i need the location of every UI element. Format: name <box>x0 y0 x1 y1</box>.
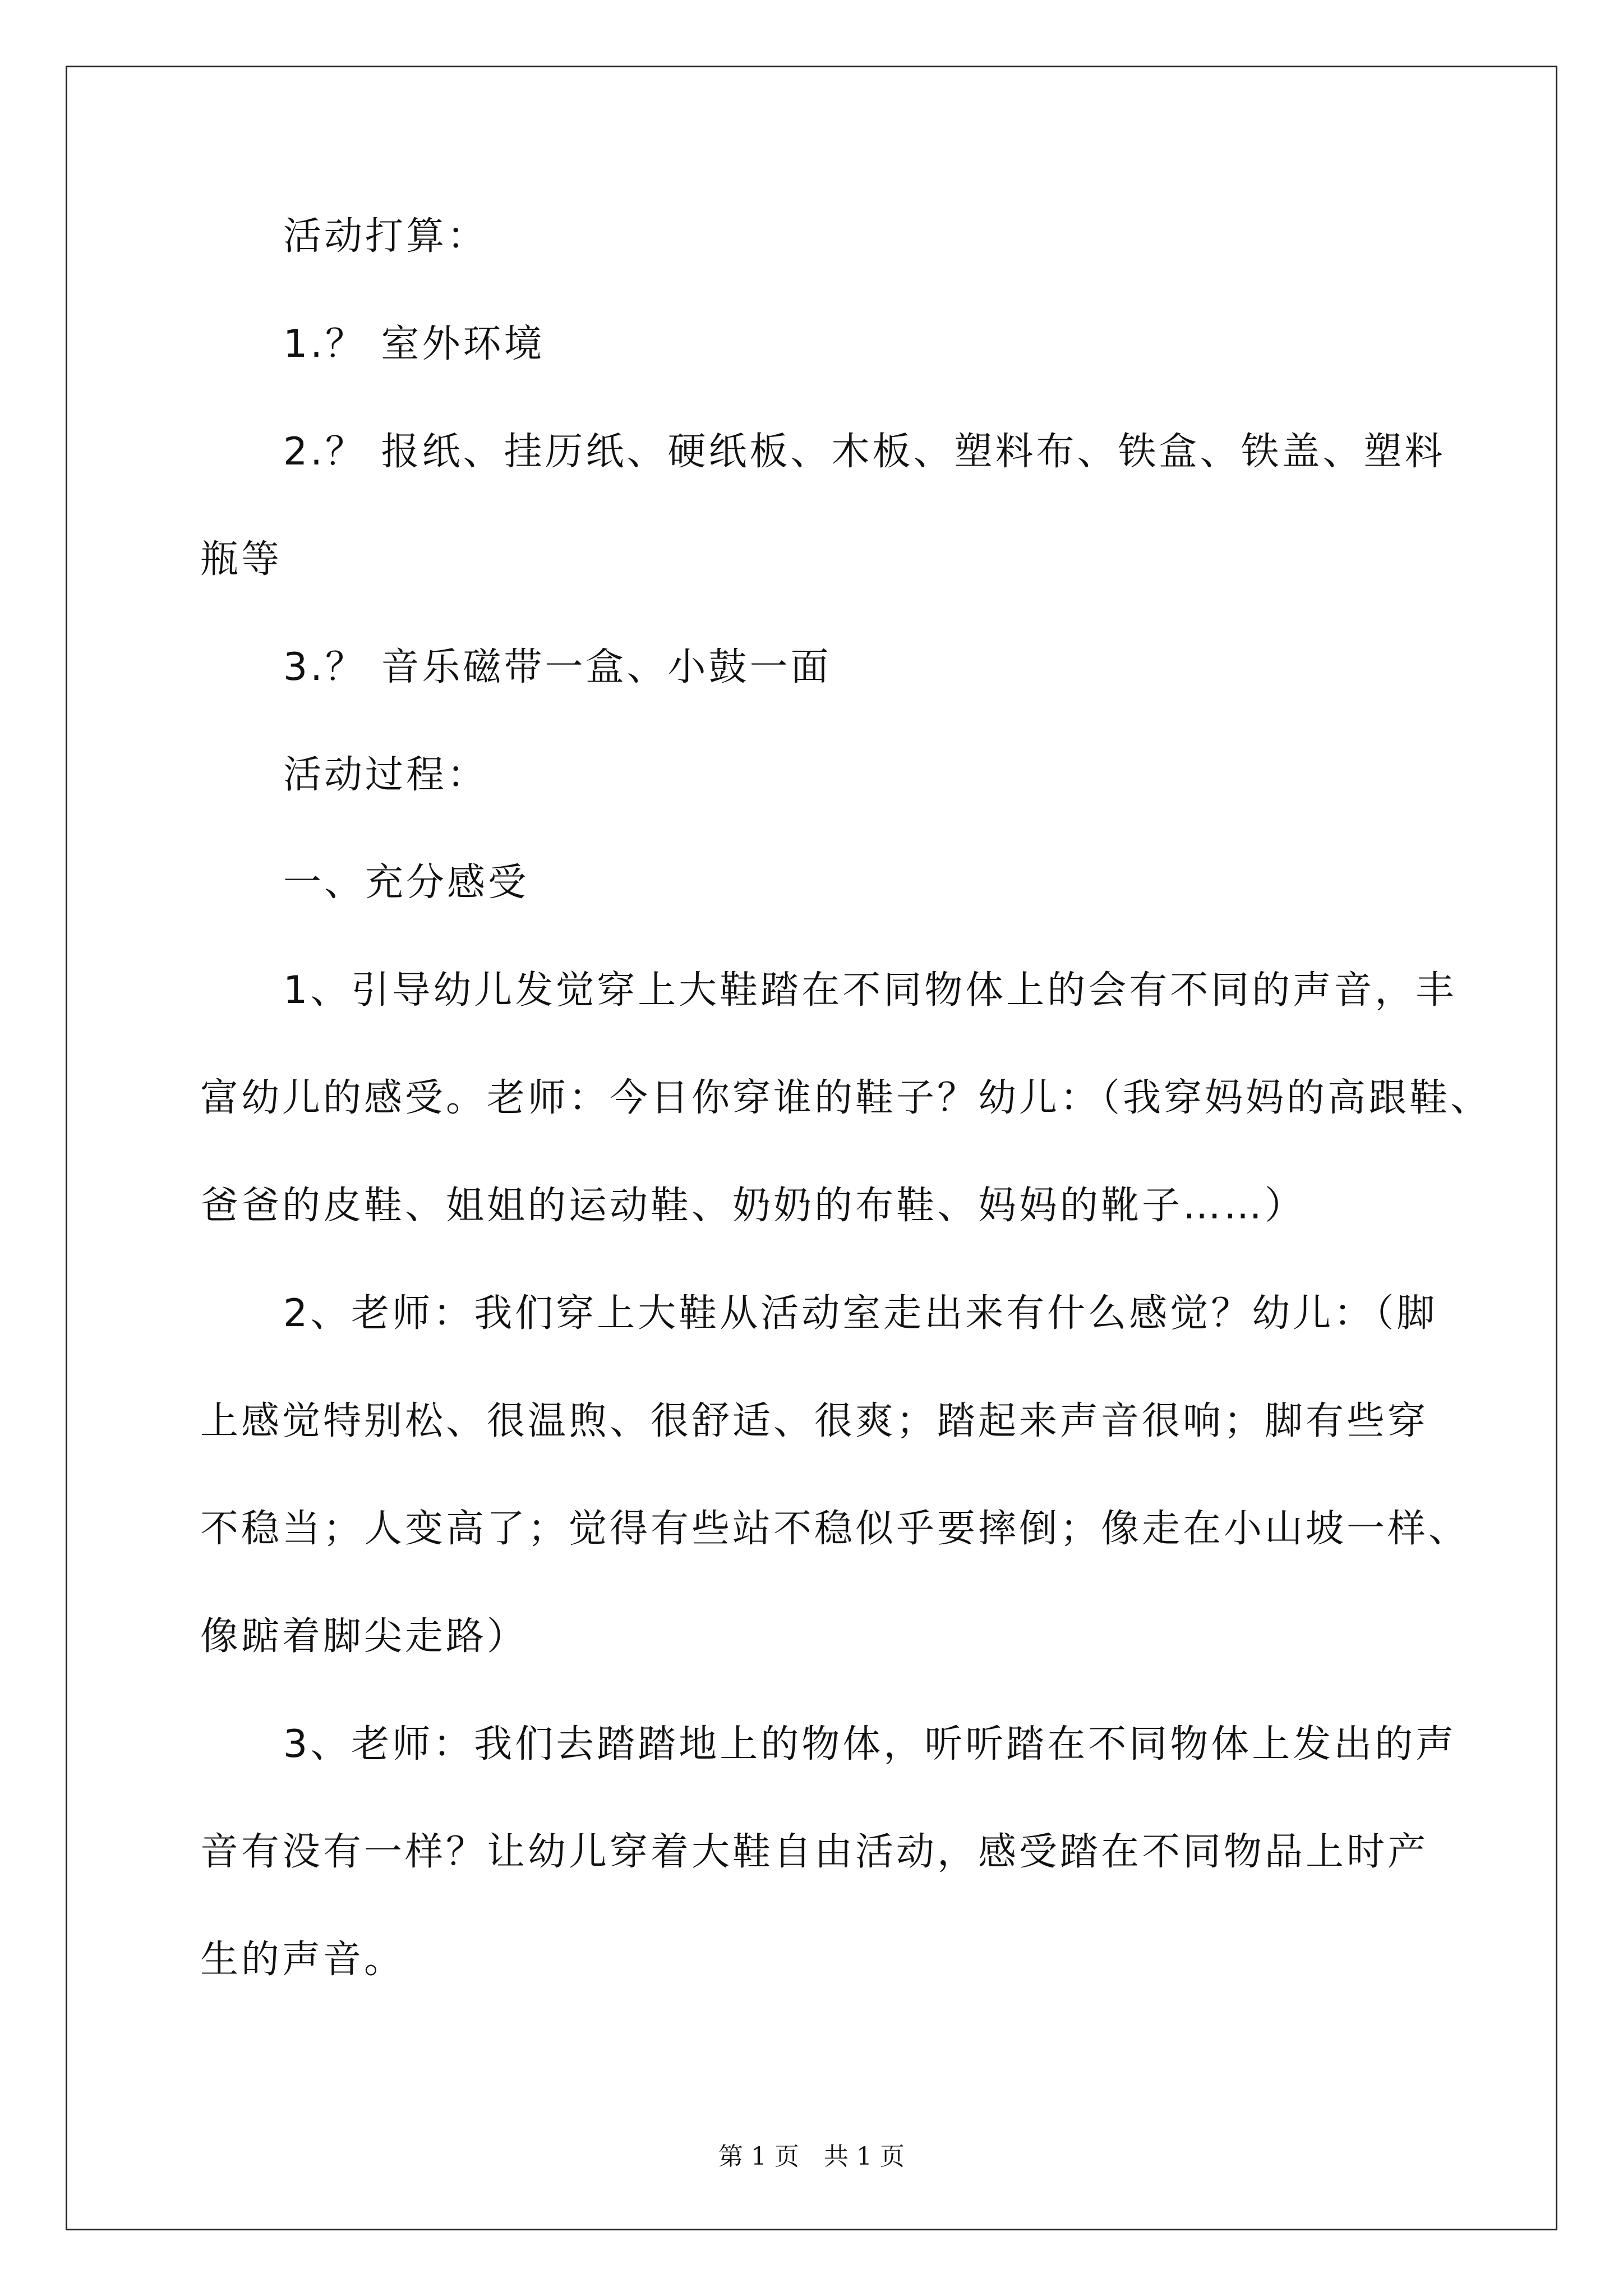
step-1-line-1: 1、引导幼儿发觉穿上大鞋踏在不同物体上的会有不同的声音，丰 <box>283 968 1457 1013</box>
process-heading: 活动过程： <box>283 753 488 797</box>
prep-item-3: 3.？ 音乐磁带一盒、小鼓一面 <box>283 645 832 689</box>
step-2-line-2: 上感觉特别松、很温煦、很舒适、很爽；踏起来声音很响；脚有些穿 <box>200 1399 1429 1443</box>
step-2-line-1: 2、老师：我们穿上大鞋从活动室走出来有什么感觉？幼儿：（脚 <box>283 1291 1438 1336</box>
step-1-line-2: 富幼儿的感受。老师：今日你穿谁的鞋子？幼儿：（我穿妈妈的高跟鞋、 <box>200 1076 1492 1120</box>
step-3-line-3: 生的声音。 <box>200 1938 405 1982</box>
step-2-line-3: 不稳当；人变高了；觉得有些站不稳似乎要摔倒；像走在小山坡一样、 <box>200 1507 1470 1551</box>
prep-item-2-cont: 瓶等 <box>200 537 283 582</box>
prep-item-2: 2.？ 报纸、挂历纸、硬纸板、木板、塑料布、铁盒、铁盖、塑料 <box>283 430 1446 474</box>
step-3-line-2: 音有没有一样？让幼儿穿着大鞋自由活动，感受踏在不同物品上时产 <box>200 1830 1429 1874</box>
page-number: 第 1 页 共 1 页 <box>718 2142 905 2171</box>
step-2-line-4: 像踮着脚尖走路） <box>200 1614 528 1659</box>
step-1-line-3: 爸爸的皮鞋、姐姐的运动鞋、奶奶的布鞋、妈妈的靴子……） <box>200 1184 1306 1228</box>
section-heading-1: 一、充分感受 <box>283 861 529 905</box>
prep-heading: 活动打算： <box>283 214 488 259</box>
step-3-line-1: 3、老师：我们去踏踏地上的物体，听听踏在不同物体上发出的声 <box>283 1722 1457 1766</box>
prep-item-1: 1.？ 室外环境 <box>283 322 545 366</box>
page-border <box>66 66 1557 2230</box>
